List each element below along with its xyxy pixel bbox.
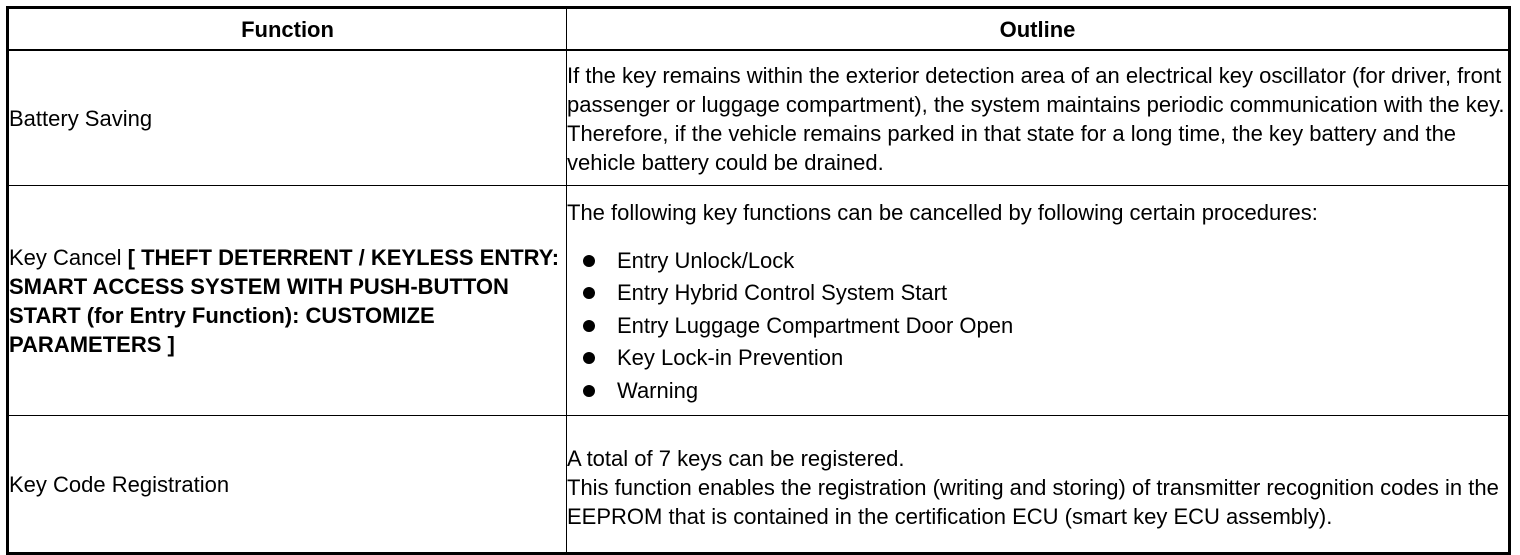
list-item	[583, 342, 1508, 375]
bullet-list	[567, 245, 1508, 408]
list-item	[583, 375, 1508, 408]
header-row	[8, 8, 1510, 51]
bullet-icon	[583, 352, 595, 364]
list-item	[583, 277, 1508, 310]
function-outline-table	[6, 6, 1511, 555]
cross-reference-link[interactable]: [ THEFT DETERRENT / KEYLESS ENTRY: SMART ACCESS SYSTEM WITH PUSH-BUTTON START (for Entry Function): CUSTOMIZE PARAMETERS ]	[9, 244, 560, 357]
outline-intro: The following key functions can be cancelled by following certain procedures:	[567, 199, 1318, 225]
list-item-text: Entry Hybrid Control System Start	[617, 280, 948, 306]
outline-cell	[567, 416, 1510, 554]
outline-cell	[567, 186, 1510, 416]
table-header	[8, 8, 1510, 51]
outline-cell: If the key remains within the exterior detection area of an electrical key oscillator (for driver, front passenger or luggage compartment), the system maintains periodic communication with the key. Therefore, if the vehicle remains parked in that state for a long time, the key battery and the vehicle battery could be drained.	[567, 50, 1510, 186]
table-body	[8, 50, 1510, 554]
table-row-key-cancel	[8, 186, 1510, 416]
list-item-text: Warning	[617, 377, 699, 403]
table-row-key-code-registration	[8, 416, 1510, 554]
function-cell: Key Code Registration	[8, 416, 567, 554]
list-item	[583, 245, 1508, 278]
list-item	[583, 310, 1508, 343]
table-row-battery-saving	[8, 50, 1510, 186]
list-item-text: Entry Luggage Compartment Door Open	[617, 312, 1014, 338]
outline-line: A total of 7 keys can be registered.	[567, 445, 905, 471]
header-outline: Outline	[567, 8, 1510, 51]
list-item-text: Entry Unlock/Lock	[617, 247, 795, 273]
list-item-text: Key Lock-in Prevention	[617, 345, 844, 371]
outline-line: This function enables the registration (writing and storing) of transmitter recognition codes in the EEPROM that is contained in the certification ECU (smart key ECU assembly).	[567, 474, 1499, 529]
function-cell: Battery Saving	[8, 50, 567, 186]
function-name: Key Cancel	[9, 244, 122, 270]
bullet-icon	[583, 320, 595, 332]
bullet-icon	[583, 287, 595, 299]
header-function: Function	[8, 8, 567, 51]
bullet-icon	[583, 255, 595, 267]
function-cell	[8, 186, 567, 416]
bullet-icon	[583, 385, 595, 397]
